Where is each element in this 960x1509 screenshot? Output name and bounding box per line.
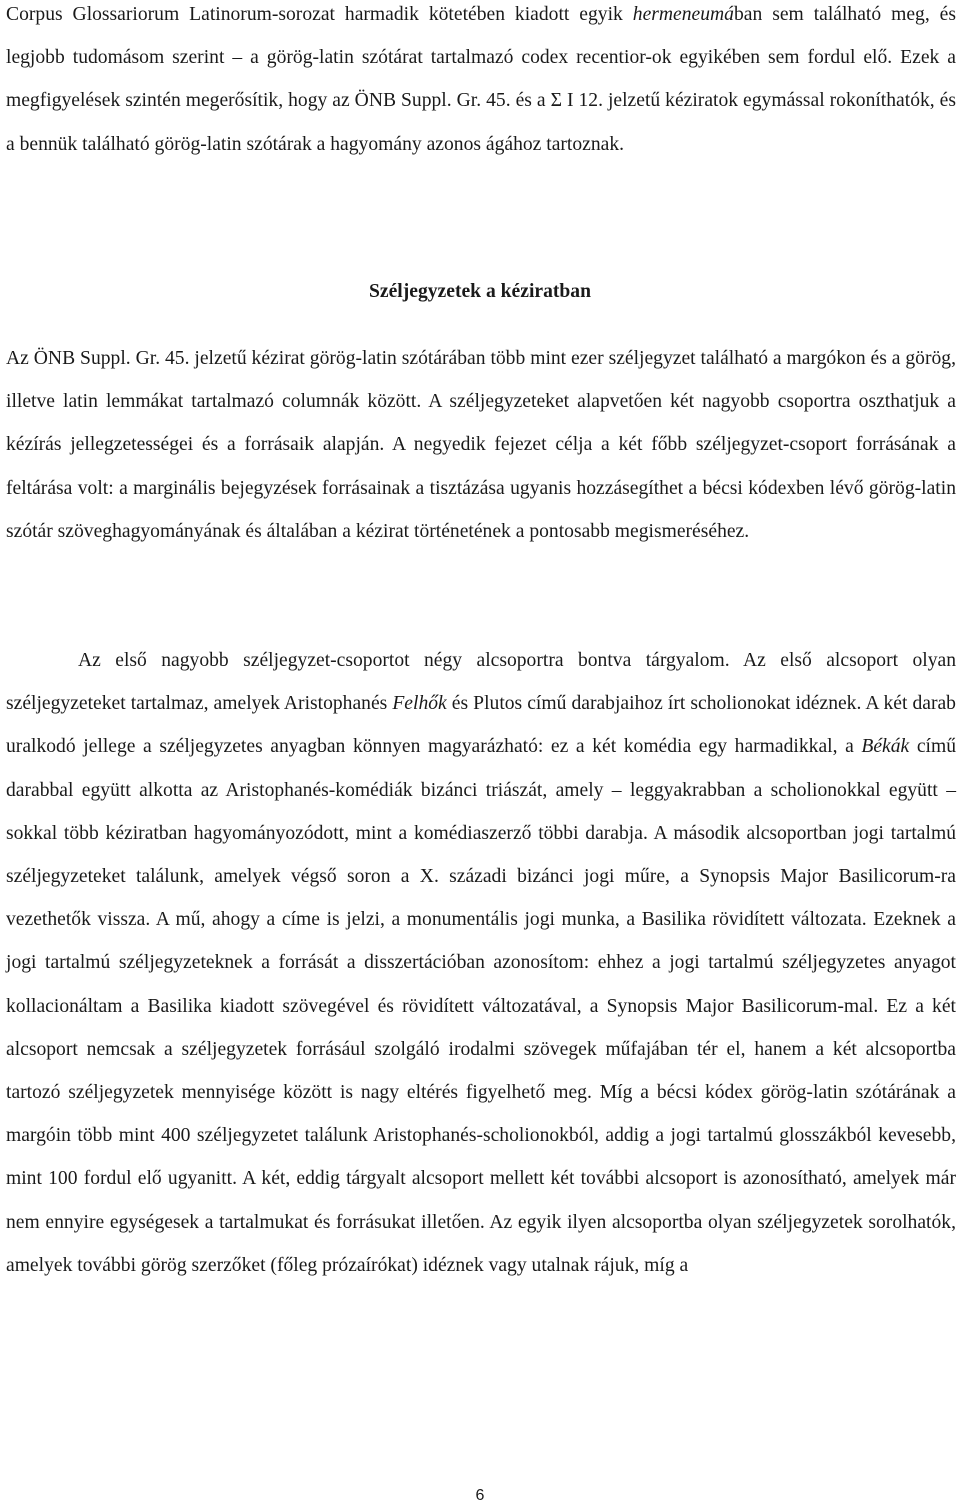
- page-number: 6: [475, 1487, 485, 1504]
- paragraph-marginalia: Az ÖNB Suppl. Gr. 45. jelzetű kézirat görög-latin szótárában több mint ezer széljegyzet található a margókon és a görög, illetve latin lemmákat tartalmazó columnák között. A széljegyzeteket alapvetően két nagyobb csoportra oszthatjuk a kézírás jellegzetességei és a forrásaik alapján. A negyedik fejezet célja a két főbb széljegyzet-csoport forrásának a feltárása volt: a marginális bejegyzések forrásainak a tisztázása ugyanis hozzásegíthet a bécsi kódexben lévő görög-latin szótár szöveghagyományának és általában a kézirat történetének a pontosabb megismeréséhez.: [6, 348, 956, 542]
- paragraph-subgroups-text-c: című darabbal együtt alkotta az Aristophanés-komédiák bizánci triászát, amely – leggyakrabban a scholionokkal együtt – sokkal több kéziratban hagyományozódott, mint a komédiaszerző többi darabja. A második alcsoportban jogi tartalmú széljegyzeteket találunk, amelyek végső soron a X. századi bizánci jogi műre, a Synopsis Major Basilicorum-ra vezethetők vissza. A mű, ahogy a címe is jelzi, a monumentális jogi munka, a Basilika rövidített változata. Ezeknek a jogi tartalmú széljegyzeteknek a forrását a disszertációban azonosítom: ehhez a jogi tartalmú széljegyzetes anyagot kollacionáltam a Basilika kiadott szövegével és rövidített változatával, a Synopsis Major Basilicorum-mal. Ez a két alcsoport nemcsak a széljegyzetek forrásául szolgáló irodalmi szövegek műfajában tér el, hanem a két alcsoportba tartozó széljegyzetek mennyisége között is nagy eltérés figyelhető meg. Míg a bécsi kódex görög-latin szótárának a margóin több mint 400 széljegyzetet találunk Aristophanés-scholionokból, addig a jogi tartalmú glosszákból kevesebb, mint 100 fordul elő ugyanitt. A két, eddig tárgyalt alcsoport mellett két további alcsoport is azonosítható, amelyek már nem ennyire egységesek a tartalmukat és forrásukat illetően. Az egyik ilyen alcsoportba olyan széljegyzetek sorolhatók, amelyek további görög szerzőket (főleg prózaírókat) idéznek vagy utalnak rájuk, míg a: [6, 736, 957, 1276]
- paragraph-subgroups-text-b: és Plutos című darabjaihoz írt scholionokat idéznek. A két darab uralkodó jellege a széljegyzetes anyagban könnyen magyarázható: ez a két komédia egy harmadikkal, a: [6, 693, 956, 758]
- section-heading: Széljegyzetek a kéziratban: [369, 281, 591, 302]
- paragraph-subgroups: [6, 639, 956, 1287]
- paragraph-intro-text-a: Corpus Glossariorum Latinorum-sorozat harmadik kötetében kiadott egyik: [6, 4, 633, 25]
- paragraph-intro-text-b: ban sem található meg, és legjobb tudomásom szerint – a görög-latin szótárat tartalmazó codex recentior-ok egyikében sem fordul elő. Ezek a megfigyelések szintén megerősítik, hogy az ÖNB Suppl. Gr. 45. és a Σ I 12. jelzetű kéziratok egymással rokoníthatók, és a bennük található görög-latin szótárak a hagyomány azonos ágához tartoznak.: [6, 4, 956, 155]
- paragraph-intro: [6, 0, 956, 166]
- paragraph-intro-italic: hermeneumá: [632, 4, 734, 25]
- paragraph-subgroups-italic-2: Békák: [861, 736, 910, 758]
- paragraph-subgroups-italic-1: Felhők: [392, 693, 447, 715]
- paragraph-subgroups-text-a: Az első nagyobb széljegyzet-csoportot négy alcsoportra bontva tárgyalom. Az első alcsoport olyan széljegyzeteket tartalmaz, amelyek Aristophanés: [6, 650, 956, 715]
